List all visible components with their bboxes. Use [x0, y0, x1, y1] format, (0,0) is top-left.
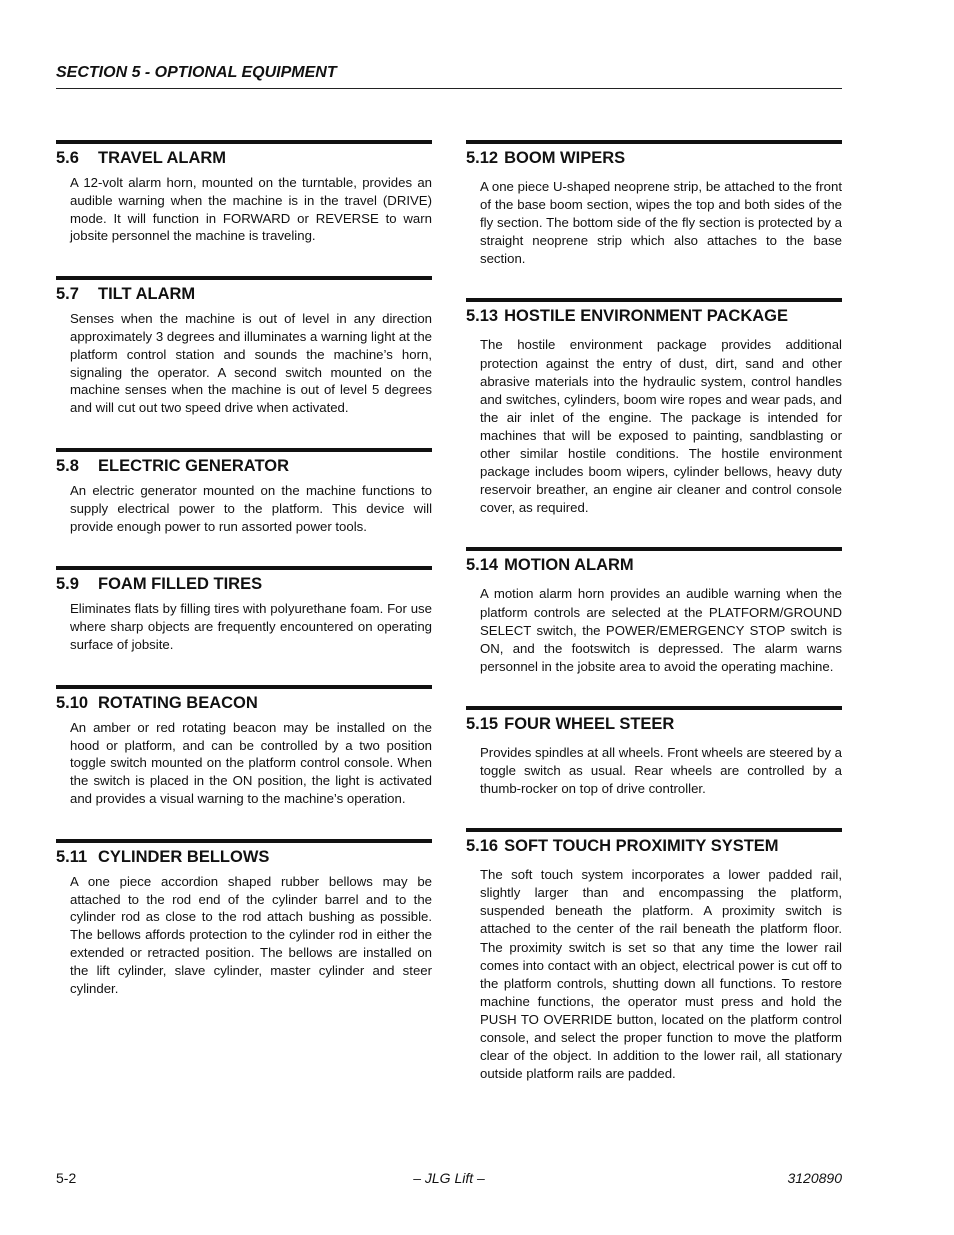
section-number: 5.14	[466, 556, 499, 575]
footer-brand: – JLG Lift –	[413, 1170, 485, 1186]
section-title: HOSTILE ENVIRONMENT PACKAGE	[504, 307, 789, 326]
section-heading	[56, 140, 432, 168]
section-title: FOUR WHEEL STEER	[504, 714, 675, 733]
section-rotating-beacon	[56, 685, 432, 808]
section-four-wheel-steer	[466, 706, 842, 798]
section-soft-touch-proximity-system	[466, 828, 842, 1083]
document-number: 3120890	[787, 1170, 842, 1186]
section-cylinder-bellows	[56, 839, 432, 998]
section-title: TILT ALARM	[98, 285, 196, 304]
section-title: SOFT TOUCH PROXIMITY SYSTEM	[504, 837, 779, 856]
section-travel-alarm	[56, 140, 432, 245]
section-hostile-environment-package	[466, 298, 842, 517]
section-heading	[56, 276, 432, 304]
section-heading	[466, 828, 842, 856]
section-body: Eliminates flats by filling tires with polyurethane foam. For use where sharp objects are frequently encountered on operating surface of jobsite.	[70, 601, 432, 652]
section-body: A motion alarm horn provides an audible warning when the platform controls are selected at the PLATFORM/GROUND SELECT switch, the POWER/EMERGENCY STOP switch is ON, and the footswitch is depressed. The alarm warns personnel in the jobsite area to avoid the operating machine.	[480, 586, 842, 674]
section-motion-alarm	[466, 547, 842, 675]
section-tilt-alarm	[56, 276, 432, 417]
section-number: 5.9	[56, 575, 79, 594]
right-column	[466, 140, 842, 1083]
left-column	[56, 140, 432, 997]
section-body: The soft touch system incorporates a lower padded rail, slightly larger than and encompassing the platform, suspended beneath the platform. A proximity switch is attached to the center of the rail beneath the platform floor. The proximity switch is set so that any time the lower rail comes into contact with an object, electrical power is cut off to the platform controls, shutting down all functions. To restore machine functions, the operator must press and hold the PUSH TO OVERRIDE button, located on the platform control console, and select the proper function to move the platform clear of the object. In addition to the lower rail, all stationary outside platform rails are padded.	[480, 867, 842, 1082]
section-body: The hostile environment package provides additional protection against the entry of dust, dirt, sand and other abrasive materials into the hydraulic system, control handles and switches, cylinders, boom wire ropes and wear pads, and the air inlet of the engine. The package is intended for machines that will be exposed to painting, sandblasting or other similar hostile conditions. The hostile environment package includes boom wipers, cylinder bellows, heavy duty reservoir breather, an engine air cleaner and control console cover, as required.	[480, 337, 842, 516]
section-title: BOOM WIPERS	[504, 149, 626, 167]
section-electric-generator	[56, 448, 432, 535]
section-number: 5.6	[56, 149, 79, 167]
section-body: Provides spindles at all wheels. Front wheels are steered by a toggle switch as usual. Rear wheels are controlled by a thumb-rocker on top of drive controller.	[480, 744, 842, 797]
section-heading	[466, 547, 842, 575]
section-body: A 12-volt alarm horn, mounted on the turntable, provides an audible warning when the machine is in the travel (DRIVE) mode. It will function in FORWARD or REVERSE to warn jobsite personnel the machine is traveling.	[70, 175, 432, 244]
section-title: ELECTRIC GENERATOR	[98, 456, 289, 475]
section-boom-wipers	[466, 140, 842, 268]
section-foam-filled-tires	[56, 566, 432, 653]
section-body: A one piece U-shaped neoprene strip, be attached to the front of the base boom section, wipes the top and both sides of the fly section. The bottom side of the fly section is protected by a straight neoprene strip which also attaches to the base section.	[480, 179, 842, 267]
section-body: An amber or red rotating beacon may be installed on the hood or platform, and can be controlled by a two position toggle switch mounted on the platform control console. When the switch is placed in the ON position, the light is activated and provides a visual warning to the machine’s operation.	[70, 719, 432, 806]
section-number: 5.15	[466, 714, 499, 733]
section-number: 5.13	[466, 307, 499, 326]
section-title: CYLINDER BELLOWS	[98, 847, 270, 866]
section-title: MOTION ALARM	[504, 556, 634, 575]
page-footer	[56, 1170, 842, 1190]
section-number: 5.10	[56, 693, 89, 712]
section-title: ROTATING BEACON	[98, 693, 258, 712]
section-number: 5.12	[466, 149, 499, 167]
section-body: An electric generator mounted on the machine functions to supply electrical power to the platform. This device will provide enough power to run assorted power tools.	[70, 482, 432, 534]
page-number: 5-2	[56, 1170, 77, 1186]
section-body: Senses when the machine is out of level in any direction approximately 3 degrees and illuminates a warning light at the platform control station and sounds the machine’s horn, signaling the operator. A second switch mounted on the machine senses when the machine is out of level 5 degrees and will cut out two speed drive when activated.	[70, 311, 432, 416]
section-body: A one piece accordion shaped rubber bellows may be attached to the rod end of the cylinder barrel and to the cylinder rod as close to the rod attach bushing as possible. The bellows affords protection to the cylinder rod in either the extended or retracted position. The bellows are installed on the lift cylinder, slave cylinder, master cylinder and steer cylinder.	[70, 873, 432, 996]
section-header-title: SECTION 5 - OPTIONAL EQUIPMENT	[56, 64, 337, 81]
section-heading	[56, 448, 432, 476]
section-title: FOAM FILLED TIRES	[98, 575, 263, 594]
section-heading	[56, 839, 432, 867]
section-heading	[466, 298, 842, 326]
section-heading	[56, 685, 432, 713]
section-title: TRAVEL ALARM	[98, 149, 227, 167]
section-number: 5.8	[56, 456, 79, 475]
section-heading	[56, 566, 432, 594]
section-number: 5.16	[466, 837, 499, 856]
section-number: 5.7	[56, 285, 79, 304]
section-heading	[466, 140, 842, 168]
section-heading	[466, 706, 842, 734]
section-number: 5.11	[56, 847, 88, 866]
page-header	[56, 64, 842, 89]
